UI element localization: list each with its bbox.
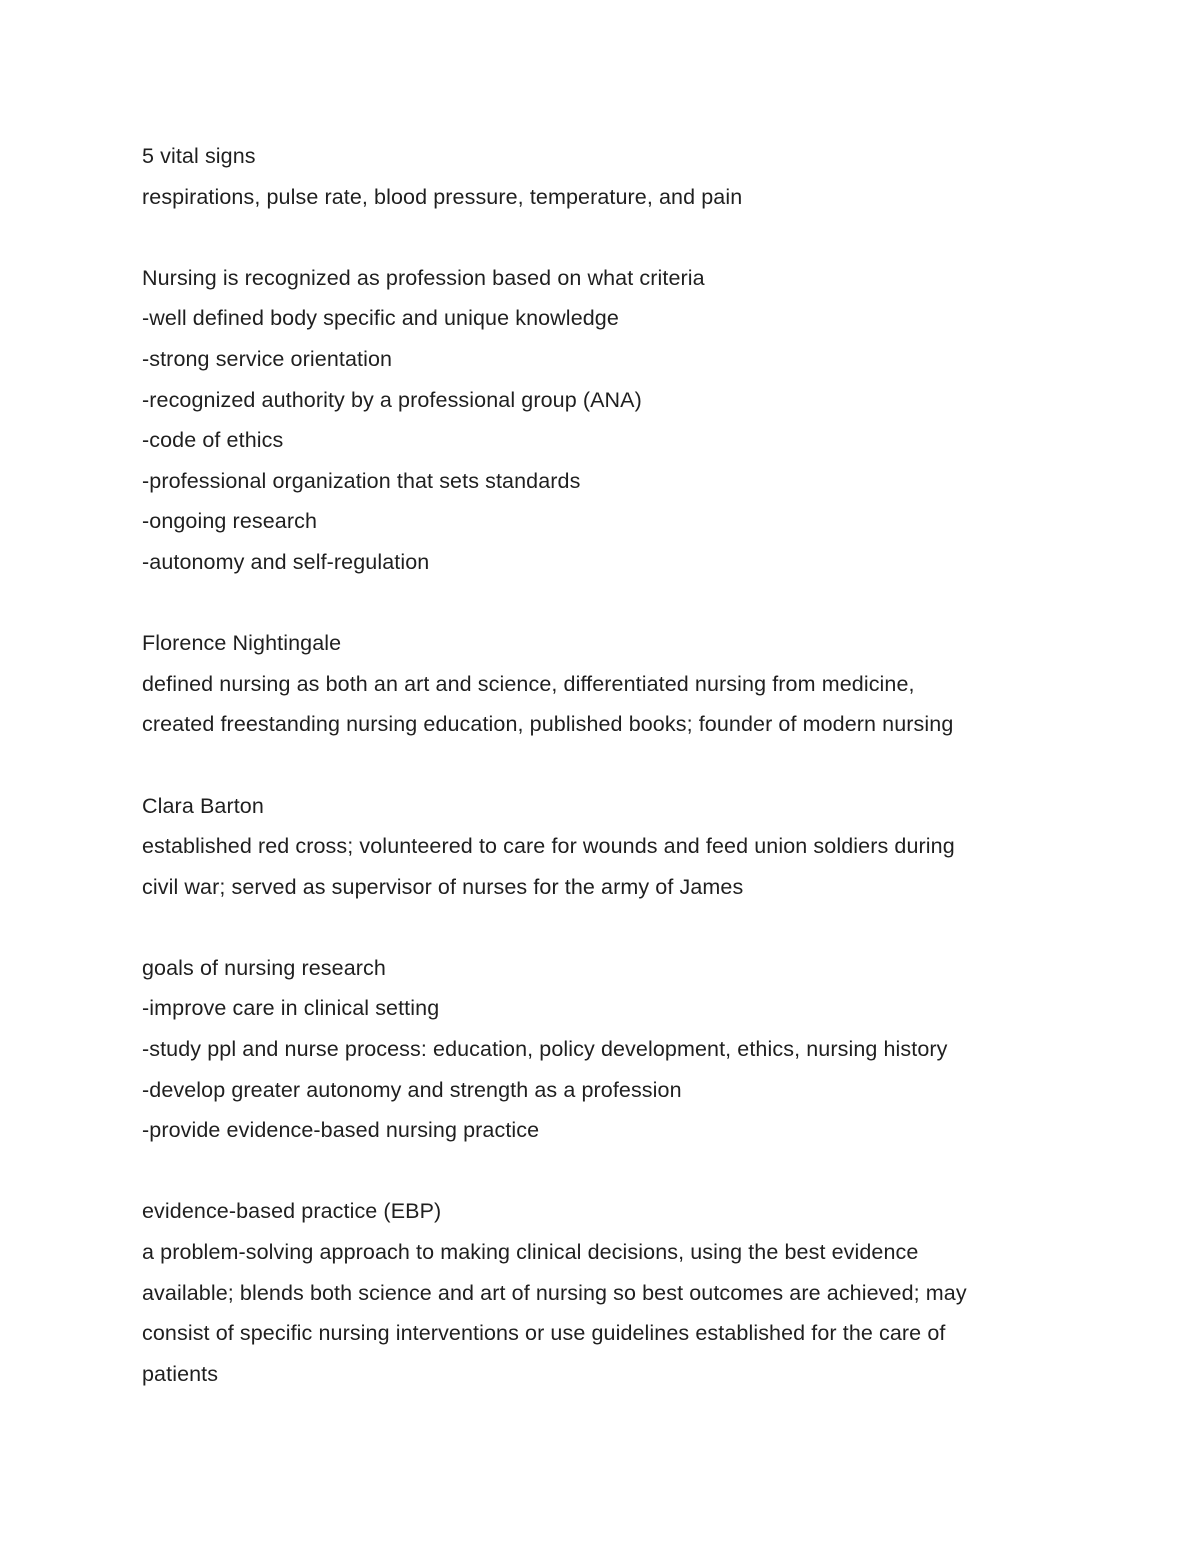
term-clara-barton: Clara Barton bbox=[142, 793, 264, 818]
section-gap bbox=[142, 907, 1072, 948]
definition-line: civil war; served as supervisor of nurses for the army of James bbox=[142, 874, 744, 899]
definition-line: -study ppl and nurse process: education, policy development, ethics, nursing history bbox=[142, 1037, 948, 1062]
section-gap bbox=[142, 745, 1072, 786]
term-vital-signs: 5 vital signs bbox=[142, 144, 256, 168]
term-goals-of-nursing-research: goals of nursing research bbox=[142, 955, 386, 980]
definition-line: -code of ethics bbox=[142, 428, 284, 453]
section-gap bbox=[142, 1151, 1072, 1192]
document-body bbox=[142, 136, 1072, 1394]
definition-line: established red cross; volunteered to care for wounds and feed union soldiers during bbox=[142, 834, 955, 859]
definition-line: -recognized authority by a professional group (ANA) bbox=[142, 387, 642, 412]
definition-line: a problem-solving approach to making clinical decisions, using the best evidence bbox=[142, 1240, 919, 1265]
section-gap bbox=[142, 583, 1072, 624]
definition-line: -ongoing research bbox=[142, 509, 318, 534]
definition-line: created freestanding nursing education, published books; founder of modern nursing bbox=[142, 712, 954, 737]
definition-line: consist of specific nursing interventions or use guidelines established for the care of bbox=[142, 1321, 946, 1346]
term-nursing-profession-criteria: Nursing is recognized as profession based on what criteria bbox=[142, 265, 705, 290]
term-evidence-based-practice: evidence-based practice (EBP) bbox=[142, 1199, 442, 1224]
definition-line: defined nursing as both an art and science, differentiated nursing from medicine, bbox=[142, 671, 915, 696]
term-florence-nightingale: Florence Nightingale bbox=[142, 631, 342, 656]
definition-line: patients bbox=[142, 1361, 219, 1386]
definition-line: -autonomy and self-regulation bbox=[142, 549, 430, 574]
definition-line: -provide evidence-based nursing practice bbox=[142, 1118, 540, 1143]
definition-line: -improve care in clinical setting bbox=[142, 996, 440, 1021]
definition-line: respirations, pulse rate, blood pressure, temperature, and pain bbox=[142, 184, 743, 209]
definition-line: -strong service orientation bbox=[142, 346, 393, 371]
section-gap bbox=[142, 217, 1072, 258]
definition-line: available; blends both science and art of nursing so best outcomes are achieved; may bbox=[142, 1280, 967, 1305]
definition-line: -well defined body specific and unique knowledge bbox=[142, 306, 619, 331]
definition-line: -professional organization that sets standards bbox=[142, 468, 581, 493]
definition-line: -develop greater autonomy and strength as a profession bbox=[142, 1077, 682, 1102]
